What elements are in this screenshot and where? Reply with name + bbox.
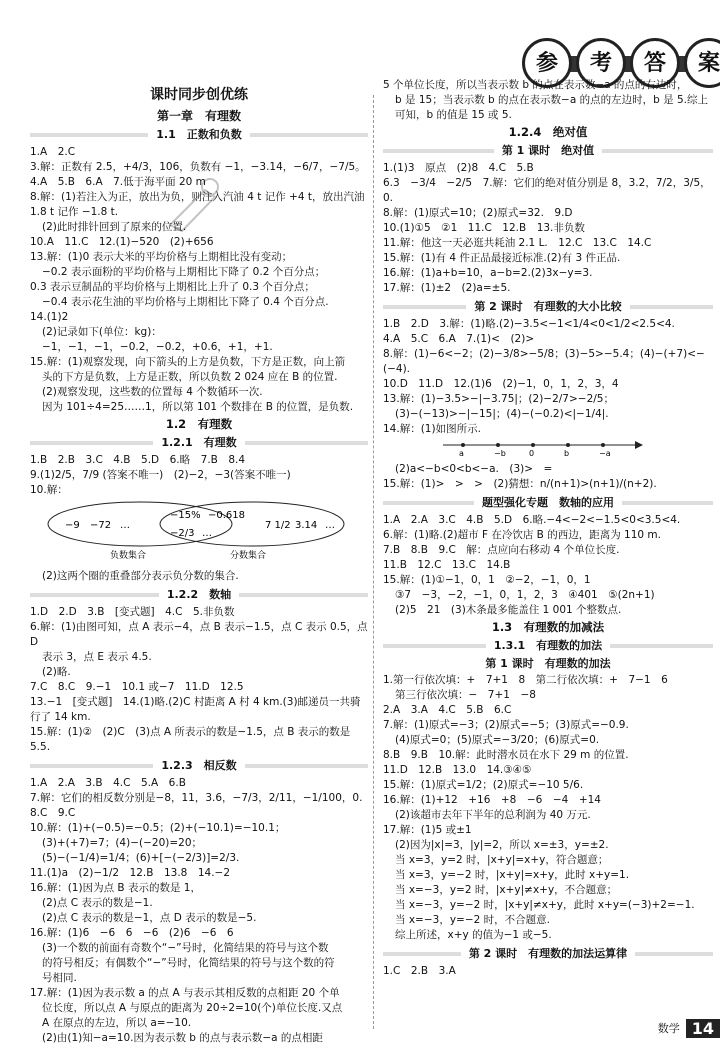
answer-line: 因为 101÷4=25……1，所以第 101 个数排在 B 的位置，是负数. <box>42 401 354 413</box>
column-divider <box>373 95 374 1029</box>
answer-line: 13.−1 [变式题] 14.(1)略.(2)C 村距离 A 村 4 km.(3)邮递员一共骑行了 14 km. <box>30 696 361 723</box>
answer-line: 4.A 5.B 6.A 7.低于海平面 20 m <box>30 176 206 188</box>
answer-line: 9.(1)2/5，7/9 (答案不唯一) (2)−2，−3(答案不唯一) <box>30 469 291 481</box>
answer-line: 8.B 9.B 10.解：此时潜水员在水下 29 m 的位置. <box>383 749 629 761</box>
answer-line: 8.解：(1)若注入为正，放出为负，则注入汽油 4 t 记作 +4 t，放出汽油 <box>30 191 365 203</box>
subject-label: 数学 <box>657 1021 680 1035</box>
right-column <box>383 78 713 979</box>
answer-line: 11.D 12.B 13.0 14.③④⑤ <box>383 764 532 776</box>
answer-line: 16.解：(1)因为点 B 表示的数是 1， <box>30 882 201 894</box>
answer-line: (2)该超市去年下半年的总利润为 40 万元. <box>395 809 591 821</box>
page-footer <box>658 1015 720 1041</box>
answer-line: 1.D 2.D 3.B [变式题] 4.C 5.非负数 <box>30 606 235 618</box>
section-1-3-1-heading: 1.3.1 有理数的加法 <box>383 638 713 653</box>
answer-line: 6.解：(1)由图可知，点 A 表示−4，点 B 表示−1.5，点 C 表示 0.5，点 D <box>30 621 371 648</box>
answer-line: 5 个单位长度，所以当表示数 b 的点在表示数−a 的点的右边时， <box>383 79 688 91</box>
answer-line: 11.B 12.C 13.C 14.B <box>383 559 511 571</box>
answer-line: 8.解：(1)原式=10；(2)原式=32. 9.D <box>383 207 573 219</box>
number-line-point <box>601 443 605 447</box>
answer-line: 15.解：(1)> > > (2)猜想：n/(n+1)>(n+1)/(n+2). <box>383 478 657 490</box>
answer-line: (2)略. <box>42 666 71 678</box>
answer-line: 当 x=−3，y=2 时，|x+y|≠x+y，不合题意； <box>395 884 618 896</box>
lesson-4-heading: 第 2 课时 有理数的加法运算律 <box>383 946 713 961</box>
section-1-2-4-heading: 1.2.4 绝对值 <box>508 125 588 139</box>
answer-line: 1.A 2.A 3.C 4.B 5.D 6.略.−4<−2<−1.5<0<3.5<4. <box>383 514 681 526</box>
number-line-label: 0 <box>529 449 535 457</box>
left-column <box>30 87 371 1046</box>
answer-line: 表示 3，点 E 表示 4.5. <box>42 651 152 663</box>
special-topic-heading: 题型强化专题 数轴的应用 <box>383 495 713 510</box>
answer-line: 17.解：(1)5 或±1 <box>383 824 472 836</box>
main-title: 课时同步创优练 <box>150 87 248 103</box>
answer-line: 7.解：(1)原式=−3；(2)原式=−5；(3)原式=−0.9. <box>383 719 629 731</box>
answer-line: 1.C 2.B 3.A <box>383 965 456 977</box>
banner-char: 案 <box>684 38 720 88</box>
venn-both-1: −15% <box>170 510 201 521</box>
answer-line: 综上所述，x+y 的值为−1 或−5. <box>395 929 552 941</box>
answer-line: 4.A 5.C 6.A 7.(1)< (2)> <box>383 333 535 345</box>
chapter-title: 第一章 有理数 <box>156 109 241 123</box>
section-1-2-1-heading: 1.2.1 有理数 <box>30 435 368 450</box>
answer-line: 15.解：(1)有 4 件正品最接近标准.(2)有 3 件正品. <box>383 252 621 264</box>
answer-line: (2)此时排针回到了原来的位置. <box>42 221 187 233</box>
answer-line: −0.2 表示面粉的平均价格与上期相比下降了 0.2 个百分点； <box>42 266 326 278</box>
answer-line: 位长度，所以点 A 与原点的距离为 20÷2=10(个)单位长度.又点 <box>42 1002 343 1014</box>
answer-line: 1.B 2.B 3.C 4.B 5.D 6.略 7.B 8.4 <box>30 454 246 466</box>
answer-line: 11.解：他这一天必逛共耗油 2.1 L. 12.C 13.C 14.C <box>383 237 652 249</box>
answers-addition <box>383 673 713 943</box>
answer-line: 第三行依次填：− 7+1 −8 <box>395 689 536 701</box>
answer-line: 0.3 表示豆制品的平均价格与上期相比上升了 0.3 个百分点； <box>30 281 315 293</box>
answer-line: 1.A 2.C <box>30 146 76 158</box>
answers-abs-2 <box>383 317 713 437</box>
answer-line: 6.3 −3/4 −2/5 7.解：它们的绝对值分别是 8，3.2，7/2，3/5，0. <box>383 177 711 204</box>
answers-addition-2 <box>383 964 713 979</box>
answer-line: 16.解：(1)+12 +16 +8 −6 −4 +14 <box>383 794 601 806</box>
lesson-2-heading: 第 2 课时 有理数的大小比较 <box>383 299 713 314</box>
number-line-label: a <box>459 449 464 457</box>
answer-line: 1.A 2.A 3.B 4.C 5.A 6.B <box>30 777 186 789</box>
answer-line: 10.解：(1)+(−0.5)=−0.5；(2)+(−10.1)=−10.1； <box>30 822 286 834</box>
answer-line: 当 x=−3，y=−2 时，|x+y|≠x+y，此时 x+y=(−3)+2=−1. <box>395 899 695 911</box>
answer-line: 1.(1)3 原点 (2)8 4.C 5.B <box>383 162 534 174</box>
section-1-1-heading: 1.1 正数和负数 <box>30 127 368 142</box>
answers-abs-3 <box>383 462 713 492</box>
answer-line: (2)观察发现，这些数的位置每 4 个数循环一次. <box>42 386 263 398</box>
venn-frac-2: 3.14 <box>295 520 318 531</box>
section-1-2-2-heading: 1.2.2 数轴 <box>30 587 368 602</box>
answers-1-2-1 <box>30 453 368 498</box>
answer-line: 10.A 11.C 12.(1)−520 (2)+656 <box>30 236 214 248</box>
answer-line: (4)原式=0；(5)原式=−3/20；(6)原式=0. <box>395 734 600 746</box>
answer-line: 15.解：(1)② (2)C (3)点 A 所表示的数是−1.5，点 B 表示的数是 5.5. <box>30 726 354 753</box>
answer-line: (3)−(−13)>−|−15|；(4)−(−0.2)<|−1/4|. <box>395 408 609 420</box>
answer-line: 17.解：(1)±2 (2)a=±5. <box>383 282 511 294</box>
answer-line: (3)+(+7)=7；(4)−(−20)=20； <box>42 837 203 849</box>
answer-line: 的符号相反；有偶数个“−”号时，化简结果的符号与这个数的符 <box>42 957 335 969</box>
venn-neg-label: 负数集合 <box>110 551 147 561</box>
number-line-label: −a <box>599 449 611 457</box>
answers-1-2-1-b <box>30 569 368 584</box>
answer-line: 7.C 8.C 9.−1 10.1 或−7 11.D 12.5 <box>30 681 244 693</box>
answer-line: 8.解：(1)−6<−2；(2)−3/8>−5/8；(3)−5>−5.4；(4)−(+7)<−(−4). <box>383 348 705 375</box>
answers-special <box>383 513 713 618</box>
answer-line: 13.解：(1)−3.5>−|−3.75|；(2)−2/7>−2/5； <box>383 393 614 405</box>
answer-line: 17.解：(1)因为表示数 a 的点 A 与表示其相反数的点相距 20 个单 <box>30 987 340 999</box>
venn-both-3: −2/3 <box>170 528 195 539</box>
section-1-3-heading: 1.3 有理数的加减法 <box>491 620 605 634</box>
lesson-1-heading: 第 1 课时 绝对值 <box>383 143 713 158</box>
answer-line: 号相同. <box>42 972 77 984</box>
answer-line: 当 x=3，y=−2 时，|x+y|=x+y，此时 x+y=1. <box>395 869 630 881</box>
number-line-point <box>461 443 465 447</box>
venn-neg-3: … <box>120 520 130 531</box>
answer-line: (2)由(1)知−a=10.因为表示数 b 的点与表示数−a 的点相距 <box>42 1032 323 1044</box>
answer-line: 1.8 t 记作 −1.8 t. <box>30 206 119 218</box>
venn-both-4: … <box>202 528 212 539</box>
answer-line: 16.解：(1)6 −6 6 −6 (2)6 −6 6 <box>30 927 234 939</box>
answer-line: (2)点 C 表示的数是−1. <box>42 897 153 909</box>
answer-line: 可知，b 的值是 15 或 5. <box>395 109 512 121</box>
answer-line: (2)点 C 表示的数是−1，点 D 表示的数是−5. <box>42 912 257 924</box>
answers-continued <box>383 78 713 123</box>
number-line-label: −b <box>494 449 506 457</box>
section-1-2-heading: 1.2 有理数 <box>165 417 233 431</box>
answer-line: (2)这两个圈的重叠部分表示负分数的集合. <box>42 570 239 582</box>
answer-line: A 在原点的左边，所以 a=−10. <box>42 1017 192 1029</box>
answer-line: 7.解：它们的相反数分别是−8，11，3.6，−7/3，2/11，−1/100，0. <box>30 792 363 804</box>
number-line-point <box>496 443 500 447</box>
answer-line: 当 x=−3，y=−2 时，不合题意. <box>395 914 550 926</box>
answer-line: (2)记录如下(单位：kg)：−1，−1，−1，−0.2，−0.2，+0.6，+1，+1. <box>42 326 273 353</box>
venn-frac-1: 7 1/2 <box>265 520 291 531</box>
venn-frac-label: 分数集合 <box>230 551 267 561</box>
answer-line: b 是 15；当表示数 b 的点在表示数−a 的点的左边时，b 是 5.综上 <box>395 94 708 106</box>
answer-line: 15.解：(1)①−1，0，1 ②−2，−1，0，1 <box>383 574 591 586</box>
answer-line: 当 x=3，y=2 时，|x+y|=x+y，符合题意； <box>395 854 609 866</box>
venn-neg-1: −9 <box>65 520 80 531</box>
answer-line: 15.解：(1)原式=1/2；(2)原式=−10 5/6. <box>383 779 584 791</box>
venn-frac-3: … <box>325 520 335 531</box>
answer-line: (2)5 21 (3)木条最多能盖住 1 001 个整数点. <box>395 604 622 616</box>
answer-line: 10.D 11.D 12.(1)6 (2)−1，0，1，2，3，4 <box>383 378 619 390</box>
answer-line: (3)一个数的前面有奇数个“−”号时，化简结果的符号与这个数 <box>42 942 329 954</box>
answer-line: ③7 −3，−2，−1，0，1，2，3 ④401 ⑤(2n+1) <box>395 589 655 601</box>
answer-line: 6.解：(1)略.(2)超市 F 在冷饮店 B 的西边，距离为 110 m. <box>383 529 661 541</box>
answer-line: (2)a<−b<0<b<−a. (3)> = <box>395 463 553 475</box>
answer-line: 13.解：(1)0 表示大米的平均价格与上期相比没有变动； <box>30 251 293 263</box>
answer-line: 8.C 9.C <box>30 807 76 819</box>
page-number: 14 <box>686 1019 720 1038</box>
answers-1-2-2 <box>30 605 371 755</box>
venn-diagram <box>30 500 368 562</box>
answer-line: 1.第一行依次填：+ 7+1 8 第二行依次填：+ 7−1 6 <box>383 674 668 686</box>
number-line-point <box>566 443 570 447</box>
answer-line: 11.(1)a (2)−1/2 12.B 13.8 14.−2 <box>30 867 231 879</box>
answer-line: −0.4 表示花生油的平均价格与上期相比下降了 0.4 个百分点. <box>42 296 329 308</box>
number-line-point <box>531 443 535 447</box>
answers-1-2-3 <box>30 776 368 1046</box>
answer-line: 头的下方是负数，上方是正数，所以负数 2 024 应在 B 的位置. <box>42 371 338 383</box>
answer-line: 3.解：正数有 2.5，+4/3，106，负数有 −1，−3.14，−6/7，−7/5。 <box>30 161 366 173</box>
number-line <box>443 437 643 457</box>
answer-line: 10.解： <box>30 484 68 496</box>
answer-line: 7.B 8.B 9.C 解：点应向右移动 4 个单位长度. <box>383 544 620 556</box>
banner-char: 考 <box>576 38 626 88</box>
banner-char: 参 <box>522 38 572 88</box>
lesson-3-heading: 第 1 课时 有理数的加法 <box>485 657 611 670</box>
section-1-2-3-heading: 1.2.3 相反数 <box>30 758 368 773</box>
answer-line: (5)−(−1/4)=1/4；(6)+[−(−2/3)]=2/3. <box>42 852 240 864</box>
answer-line: (2)因为|x|=3，|y|=2，所以 x=±3，y=±2. <box>395 839 609 851</box>
answer-line: 15.解：(1)观察发现，向下箭头的上方是负数，下方是正数，向上箭 <box>30 356 346 368</box>
answers-1-1 <box>30 145 368 415</box>
venn-both-2: −0.618 <box>208 510 246 521</box>
number-line-label: b <box>564 449 570 457</box>
answer-line: 10.(1)①5 ②1 11.C 12.B 13.非负数 <box>383 222 585 234</box>
venn-neg-2: −72 <box>90 520 112 531</box>
answer-line: 14.(1)2 <box>30 311 69 323</box>
answer-line: 14.解：(1)如图所示. <box>383 423 481 435</box>
banner-char: 答 <box>630 38 680 88</box>
answer-line: 1.B 2.D 3.解：(1)略.(2)−3.5<−1<1/4<0<1/2<2.5<4. <box>383 318 675 330</box>
answers-abs-1 <box>383 161 713 296</box>
answer-line: 2.A 3.A 4.C 5.B 6.C <box>383 704 512 716</box>
answer-line: 16.解：(1)a+b=10，a−b=2.(2)3x−y=3. <box>383 267 593 279</box>
